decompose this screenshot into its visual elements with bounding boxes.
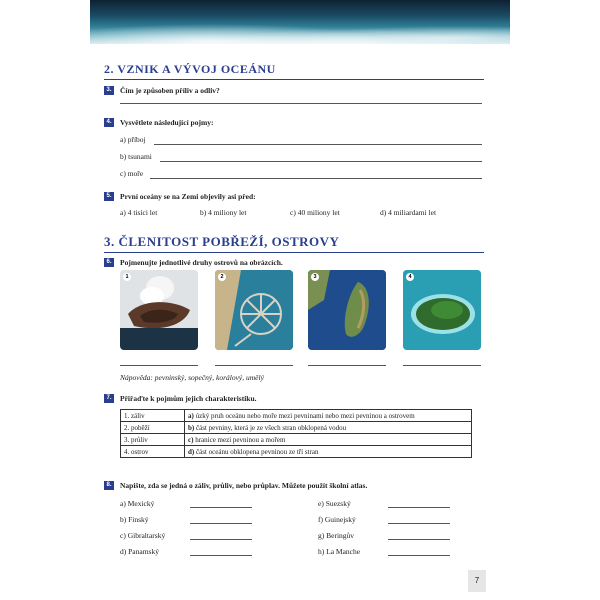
strait-item: c) Gibraltarský [120,531,166,540]
option-d[interactable]: d) 4 miliardami let [380,208,437,217]
answer-line[interactable] [120,103,482,104]
option-c[interactable]: c) 40 miliony let [290,208,340,217]
description-cell: d) část oceánu obklopena pevninou ze tří stran [185,446,472,458]
question-number: 7. [104,394,114,403]
strait-item: e) Suezský [318,499,351,508]
question-3 [104,86,220,95]
strait-item: f) Guinejský [318,515,356,524]
question-text: Čím je způsoben příliv a odliv? [120,86,220,95]
photo-number: 4 [406,273,414,281]
strait-item: g) Beringův [318,531,355,540]
answer-line[interactable] [388,539,450,540]
option-a[interactable]: a) 4 tisíci let [120,208,158,217]
question-number: 8. [104,481,114,490]
term-cell: 3. průliv [121,434,185,446]
hint-text: Nápověda: pevninský, sopečný, korálový, umělý [120,373,264,382]
question-number: 6. [104,258,114,267]
term-cell: 1. záliv [121,410,185,422]
workbook-page [90,0,510,600]
question-5 [104,192,256,201]
answer-line-photo-2[interactable] [215,365,293,366]
strait-item: b) Finský [120,515,149,524]
answer-line[interactable] [190,555,252,556]
coral-island-photo [403,270,481,350]
island-photos [120,270,482,350]
photo-number: 2 [218,273,226,281]
question-text: Vysvětlete následující pojmy: [120,118,214,127]
answer-line-photo-1[interactable] [120,365,198,366]
table-row [121,434,472,446]
question-text: První oceány se na Zemi objevily asi před: [120,192,256,201]
question-text: Napište, zda se jedná o záliv, průliv, nebo průplav. Můžete použít školní atlas. [120,481,368,490]
page-number: 7 [468,570,486,592]
term-cell: 2. poběží [121,422,185,434]
matching-table [120,409,472,458]
description-cell: b) část pevniny, která je ze všech stran obklopená vodou [185,422,472,434]
question-text: Přiřaďte k pojmům jejich charakteristiku. [120,394,257,403]
table-row [121,422,472,434]
section-title-2: 2. VZNIK A VÝVOJ OCEÁNU [104,62,484,80]
question-8 [104,481,367,490]
table-row [121,410,472,422]
answer-line-photo-4[interactable] [403,365,481,366]
answer-line[interactable] [190,507,252,508]
answer-line[interactable] [388,507,450,508]
answer-line[interactable] [160,161,482,162]
term-label: c) moře [120,169,144,178]
answer-line[interactable] [190,539,252,540]
answer-line[interactable] [154,144,482,145]
continental-island-photo [308,270,386,350]
photo-number: 3 [311,273,319,281]
question-6 [104,258,283,267]
strait-item: h) La Manche [318,547,361,556]
question-7 [104,394,257,403]
question-4 [104,118,213,127]
answer-line-photo-3[interactable] [308,365,386,366]
table-row [121,446,472,458]
question-number: 3. [104,86,114,95]
answer-line[interactable] [190,523,252,524]
option-b[interactable]: b) 4 miliony let [200,208,247,217]
question-number: 5. [104,192,114,201]
description-cell: a) úzký pruh oceánu nebo moře mezi pevninami nebo mezi pevninou a ostrovem [185,410,472,422]
description-cell: c) hranice mezi pevninou a mořem [185,434,472,446]
answer-line[interactable] [388,523,450,524]
question-number: 4. [104,118,114,127]
question-text: Pojmenujte jednotlivé druhy ostrovů na obrázcích. [120,258,283,267]
ocean-banner-image [90,0,510,44]
strait-item: a) Mexický [120,499,155,508]
term-cell: 4. ostrov [121,446,185,458]
section-title-3: 3. ČLENITOST POBŘEŽÍ, OSTROVY [104,234,484,253]
answer-line[interactable] [150,178,482,179]
term-label: b) tsunami [120,152,152,161]
artificial-island-photo [215,270,293,350]
answer-line[interactable] [388,555,450,556]
strait-item: d) Panamský [120,547,159,556]
volcanic-island-photo [120,270,198,350]
photo-number: 1 [123,273,131,281]
term-label: a) příboj [120,135,146,144]
